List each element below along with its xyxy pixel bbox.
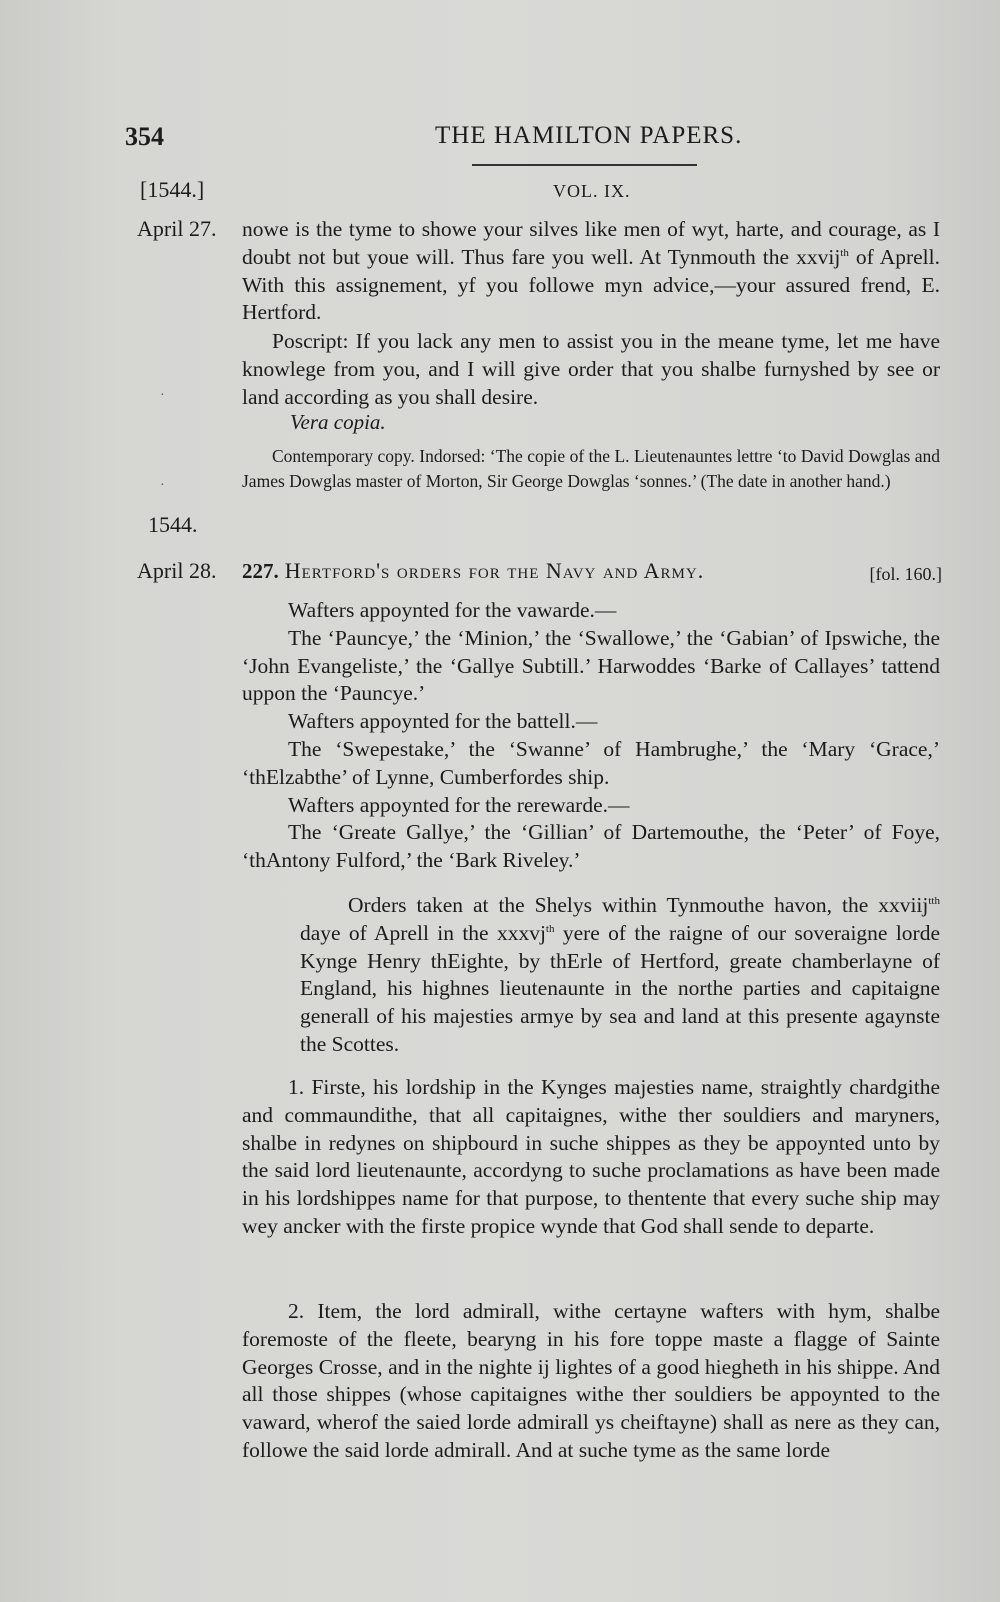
margin-year-1544: 1544. [148,512,198,537]
postscript-paragraph [242,328,940,411]
letter-closing-paragraph [242,216,940,327]
editorial-note [242,444,940,493]
ordinal-suffix: th [840,246,849,259]
clause-1 [242,1074,940,1241]
rerewarde-ships: The ‘Greate Gallye,’ the ‘Gillian’ of Dartemouthe, the ‘Peter’ of Foye, ‘thAntony Fulford,’ the ‘Bark Riveley.’ [242,820,940,873]
battell-heading: Wafters appoynted for the battell.— [288,709,598,734]
entry-number: 227. [242,559,279,583]
vaward-ships: The ‘Pauncye,’ the ‘Minion,’ the ‘Swallowe,’ the ‘Gabian’ of Ipswiche, the ‘John Evangeliste,’ the ‘Gallye Subtill.’ Harwoddes ‘Barke of Callayes’ tattend uppon the ‘Pauncye.’ [242,625,940,706]
clause-1-text: 1. Firste, his lordship in the Kynges majesties name, straightly chardgithe and commaundithe, that all capitaignes, withe ther souldiers and maryners, shalbe in redynes on shipbourd in suche shippes as they be appoynted unto by the said lord lieutenaunte, accordyng to suche proclamations as have been made in his lordshippes name for that purpose, to thentente that every suche ship may wey ancker with the firste propice wynde that God shall sende to departe. [242,1075,940,1238]
margin-date-april-28: April 28. [137,558,217,583]
orders-text-c: yere of the raigne of our soveraigne lorde Kynge Henry thEighte, by thErle of Hertford, greate chamberlayne of England, his highnes lieutenaunte in the northe parties and capitaigne generall of his majesties armye by sea and land at this presente agaynste the Scottes. [300,920,940,1056]
postscript-text: Poscript: If you lack any men to assist you in the meane tyme, let me have knowlege from you, and I will give order that you shalbe furnyshed by see or land according as you shall desire. [242,329,940,409]
wafters-list [242,597,940,875]
letter-text-a: nowe is the tyme to showe your silves like men of wyt, harte, and courage, as I doubt not but youe will. Thus fare you well. At Tynmouth the xxvij [242,217,940,269]
rerewarde-heading: Wafters appoynted for the rerewarde.— [288,792,630,817]
letter-text-b: of Aprell. With this assignement, yf you followe myn advice,—your assured frend, E. Hertford. [242,244,940,325]
editorial-note-text: Contemporary copy. Indorsed: ‘The copie of the L. Lieutenauntes lettre ‘to David Dowglas and James Dowglas master of Morton, Sir George Dowglas ‘sonnes.’ (The date in another hand.) [242,446,940,491]
vaward-heading: Wafters appoynted for the vawarde.— [288,598,617,622]
ordinal-suffix: tth [928,895,940,907]
orders-introduction [300,892,940,1059]
volume-label: VOL. IX. [553,181,631,201]
folio-reference: [fol. 160.] [869,564,942,584]
vera-copia: Vera copia. [290,410,386,434]
orders-text-b: daye of Aprell in the xxxvj [300,920,546,945]
clause-2-text: 2. Item, the lord admirall, withe certayne wafters with hym, shalbe foremoste of the fleete, bearyng in his fore toppe maste a flagge of Sainte Georges Crosse, and in the nighte ij lightes of a good hiegheth in his shippe. And all those shippes (whose capitaignes withe ther souldiers be appoynted to the vaward, wherof the saied lorde admirall ys cheiftayne) shall as nere as they can, followe the said lorde admirall. And at suche tyme as the same lorde [242,1299,940,1462]
running-title: THE HAMILTON PAPERS. [435,122,743,149]
margin-date-april-27: April 27. [137,216,217,241]
entry-title: Hertford's orders for the Navy and Army. [284,558,705,583]
entry-heading [242,558,942,584]
header-rule [472,164,697,166]
scan-speck: · [160,478,165,493]
scan-speck: · [160,388,165,403]
clause-2 [242,1298,940,1465]
year-bracket: [1544.] [140,177,205,202]
ordinal-suffix: th [545,922,555,935]
page-number: 354 [125,122,164,151]
orders-text-a: Orders taken at the Shelys within Tynmouthe havon, the xxviij [348,893,929,917]
battell-ships: The ‘Swepestake,’ the ‘Swanne’ of Hambrughe,’ the ‘Mary ‘Grace,’ ‘thElzabthe’ of Lynne, Cumberfordes ship. [242,736,940,789]
